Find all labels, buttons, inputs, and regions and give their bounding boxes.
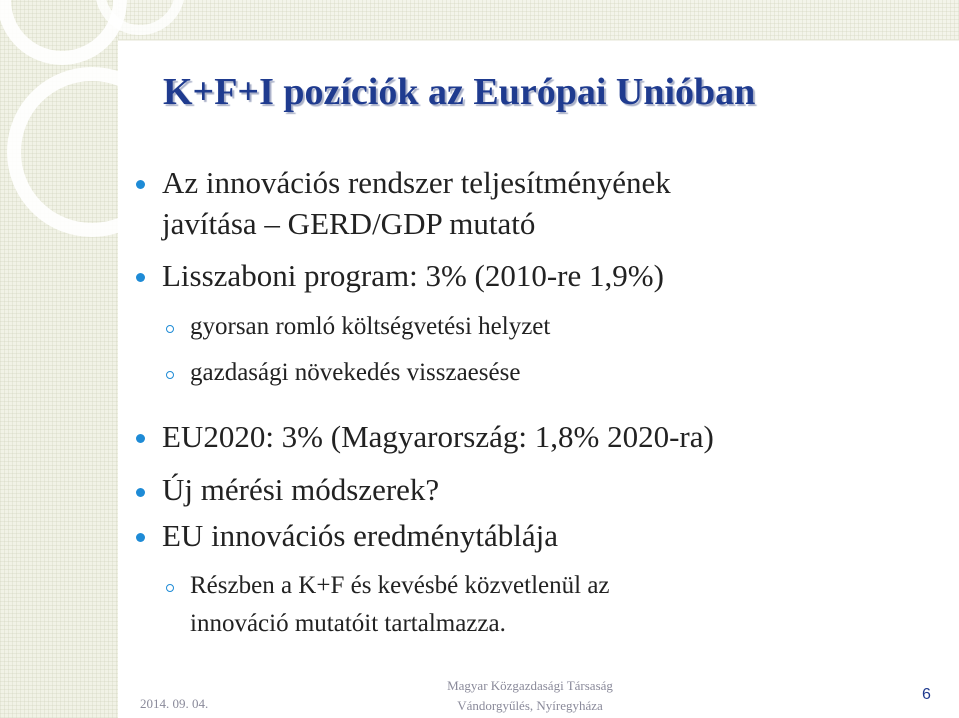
bullet-dot xyxy=(136,533,145,542)
bullet-dot xyxy=(136,488,145,497)
sub-bullet-3-line-1: Részben a K+F és kevésbé közvetlenül az xyxy=(190,572,610,599)
bullet-dot xyxy=(136,273,145,282)
footer-org: Magyar Közgazdasági Társaság xyxy=(447,678,613,693)
bullet-1-line-2: javítása – GERD/GDP mutató xyxy=(162,206,536,241)
bullet-dot xyxy=(136,434,145,443)
bullet-3: EU2020: 3% (Magyarország: 1,8% 2020-ra) xyxy=(162,419,714,454)
sub-bullet-1: gyorsan romló költségvetési helyzet xyxy=(190,313,551,340)
page-number: 6 xyxy=(922,686,931,703)
bullet-2: Lisszaboni program: 3% (2010-re 1,9%) xyxy=(162,258,664,293)
sub-bullet-ring xyxy=(166,371,174,379)
sub-bullet-ring xyxy=(166,584,174,592)
bullet-dot xyxy=(136,180,145,189)
bullet-1-line-1: Az innovációs rendszer teljesítményének xyxy=(162,165,671,200)
footer-event: Vándorgyűlés, Nyíregyháza xyxy=(457,698,603,713)
bullet-4: Új mérési módszerek? xyxy=(162,472,440,507)
bullet-5: EU innovációs eredménytáblája xyxy=(162,518,558,553)
sub-bullet-3-line-2: innováció mutatóit tartalmazza. xyxy=(190,610,506,637)
footer-center xyxy=(380,676,680,716)
sub-bullet-2: gazdasági növekedés visszaesése xyxy=(190,359,521,386)
footer-date: 2014. 09. 04. xyxy=(140,696,209,711)
sub-bullet-ring xyxy=(166,325,174,333)
slide-title: K+F+I pozíciók az Európai Unióban xyxy=(163,71,756,113)
